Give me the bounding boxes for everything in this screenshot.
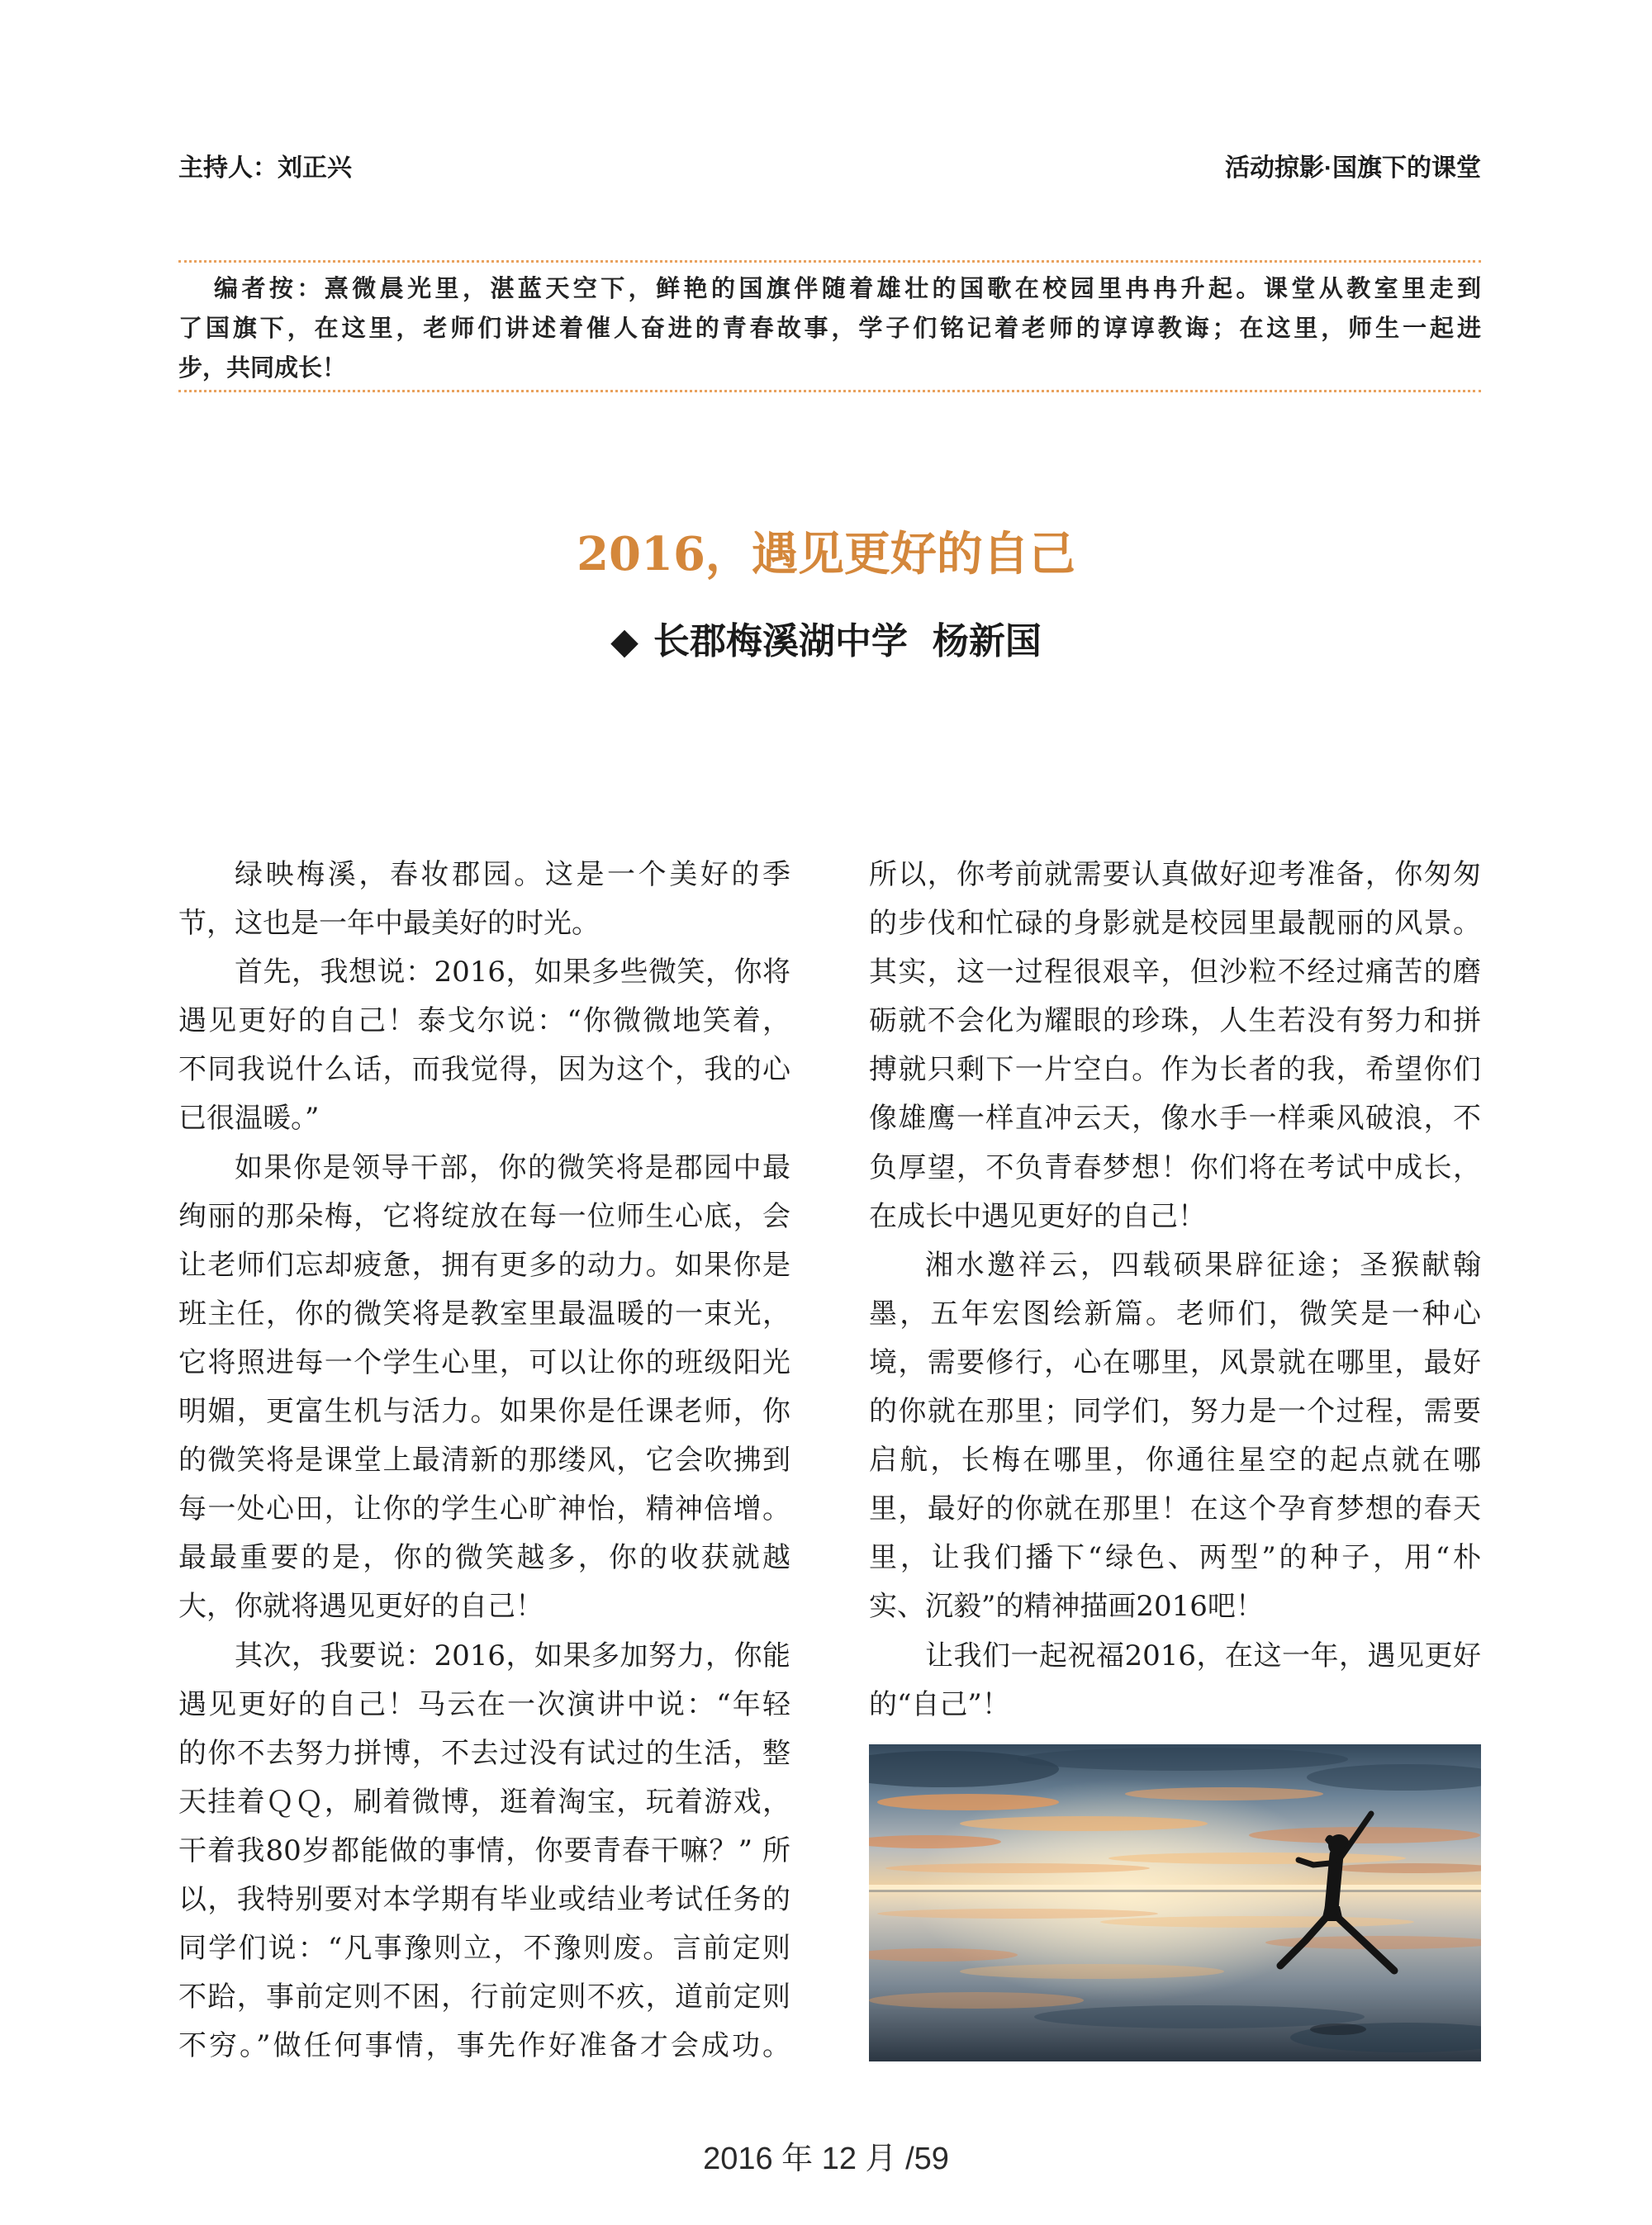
body-line: 其次，我要说：2016，如果多加努力，你能	[235, 1639, 790, 1672]
body-line: 节，这也是一年中最美好的时光。	[178, 907, 600, 941]
editor-note-line: 了国旗下，在这里，老师们讲述着催人奋进的青春故事，学子们铭记着老师的谆谆教诲；在这里，师生一起进	[178, 314, 1481, 342]
body-line: 启航，长梅在哪里，你通往星空的起点就在哪	[869, 1444, 1481, 1478]
body-line: 不穷。”做任何事情，事先作好准备才会成功。	[178, 2029, 790, 2063]
dotted-divider-bottom	[178, 390, 1481, 392]
body-line: 的“自己”！	[869, 1687, 1010, 1721]
body-line: 里，让我们播下“绿色、两型”的种子，用“朴	[869, 1541, 1481, 1575]
dotted-divider-top	[178, 260, 1481, 263]
article-title: 2016，遇见更好的自己	[577, 527, 1075, 581]
body-line: 的步伐和忙碌的身影就是校园里最靓丽的风景。	[869, 907, 1481, 941]
body-line: 搏就只剩下一片空白。作为长者的我，希望你们	[869, 1053, 1481, 1087]
body-line: 大，你就将遇见更好的自己！	[178, 1590, 544, 1624]
body-line: 它将照进每一个学生心里，可以让你的班级阳光	[178, 1345, 790, 1379]
body-line: 湘水邀祥云，四载硕果辟征途；圣猴献翰	[925, 1248, 1481, 1282]
body-line: 墨，五年宏图绘新篇。老师们，微笑是一种心	[869, 1297, 1481, 1331]
issue-date-page-number: 2016 年 12 月 /59	[703, 2142, 949, 2176]
editor-note-line: 编者按：熹微晨光里，湛蓝天空下，鲜艳的国旗伴随着雄壮的国歌在校园里冉冉升起。课堂从教室里走到	[214, 274, 1481, 302]
sunset-beach-jump-photo	[869, 1744, 1481, 2061]
body-line: 班主任，你的微笑将是教室里最温暖的一束光，	[178, 1297, 790, 1331]
body-line: 的你不去努力拼博，不去过没有试过的生活，整	[178, 1736, 790, 1770]
body-line: 同学们说：“凡事豫则立，不豫则废。言前定则	[178, 1932, 790, 1966]
body-line: 的微笑将是课堂上最清新的那缕风，它会吹拂到	[178, 1444, 790, 1478]
body-line: 遇见更好的自己！泰戈尔说：“你微微地笑着，	[178, 1004, 790, 1038]
author-school: 长郡梅溪湖中学	[653, 620, 908, 662]
body-line: 以，我特别要对本学期有毕业或结业考试任务的	[178, 1882, 790, 1916]
editor-note-line: 步，共同成长！	[178, 353, 347, 382]
section-label: 活动掠影·国旗下的课堂	[1225, 154, 1481, 182]
body-line: 让我们一起祝福2016，在这一年，遇见更好	[925, 1639, 1481, 1672]
body-line: 让老师们忘却疲惫，拥有更多的动力。如果你是	[178, 1248, 790, 1282]
body-line: 天挂着ＱＱ，刷着微博，逛着淘宝，玩着游戏，	[178, 1785, 790, 1819]
body-line: 如果你是领导干部，你的微笑将是郡园中最	[235, 1150, 790, 1184]
body-line: 像雄鹰一样直冲云天，像水手一样乘风破浪，不	[869, 1102, 1481, 1136]
body-line: 遇见更好的自己！马云在一次演讲中说：“年轻	[178, 1687, 790, 1721]
body-line: 明媚，更富生机与活力。如果你是任课老师，你	[178, 1395, 790, 1429]
author-name: 杨新国	[932, 620, 1042, 662]
body-column-left	[178, 851, 790, 2071]
body-line: 里，最好的你就在那里！在这个孕育梦想的春天	[869, 1492, 1481, 1526]
body-line: 所以，你考前就需要认真做好迎考准备，你匆匆	[869, 858, 1481, 891]
editor-note	[178, 268, 1481, 387]
body-line: 已很温暖。”	[178, 1102, 320, 1136]
body-line: 的你就在那里；同学们，努力是一个过程，需要	[869, 1395, 1481, 1429]
body-line: 其实，这一过程很艰辛，但沙粒不经过痛苦的磨	[869, 956, 1481, 989]
body-line: 实、沉毅”的精神描画2016吧！	[869, 1590, 1264, 1624]
body-line: 负厚望，不负青春梦想！你们将在考试中成长，	[869, 1150, 1481, 1184]
body-line: 不同我说什么话，而我觉得，因为这个，我的心	[178, 1053, 790, 1087]
body-line: 在成长中遇见更好的自己！	[869, 1199, 1206, 1233]
body-line: 绿映梅溪，春妆郡园。这是一个美好的季	[235, 858, 790, 891]
body-line: 绚丽的那朵梅，它将绽放在每一位师生心底，会	[178, 1199, 790, 1233]
body-column-right	[869, 851, 1481, 1729]
body-line: 最最重要的是，你的微笑越多，你的收获就越	[178, 1541, 790, 1575]
body-line: 干着我80岁都能做的事情，你要青春干嘛？” 所	[178, 1834, 790, 1867]
body-line: 境，需要修行，心在哪里，风景就在哪里，最好	[869, 1345, 1481, 1379]
body-line: 首先，我想说：2016，如果多些微笑，你将	[235, 956, 790, 989]
host-label: 主持人：刘正兴	[178, 154, 352, 182]
body-line: 不跲，事前定则不困，行前定则不疚，道前定则	[178, 1981, 790, 2014]
diamond-icon: ◆	[610, 620, 638, 662]
article-byline	[0, 617, 1652, 667]
body-line: 每一处心田，让你的学生心旷神怡，精神倍增。	[178, 1492, 790, 1526]
body-line: 砺就不会化为耀眼的珍珠，人生若没有努力和拼	[869, 1004, 1481, 1038]
